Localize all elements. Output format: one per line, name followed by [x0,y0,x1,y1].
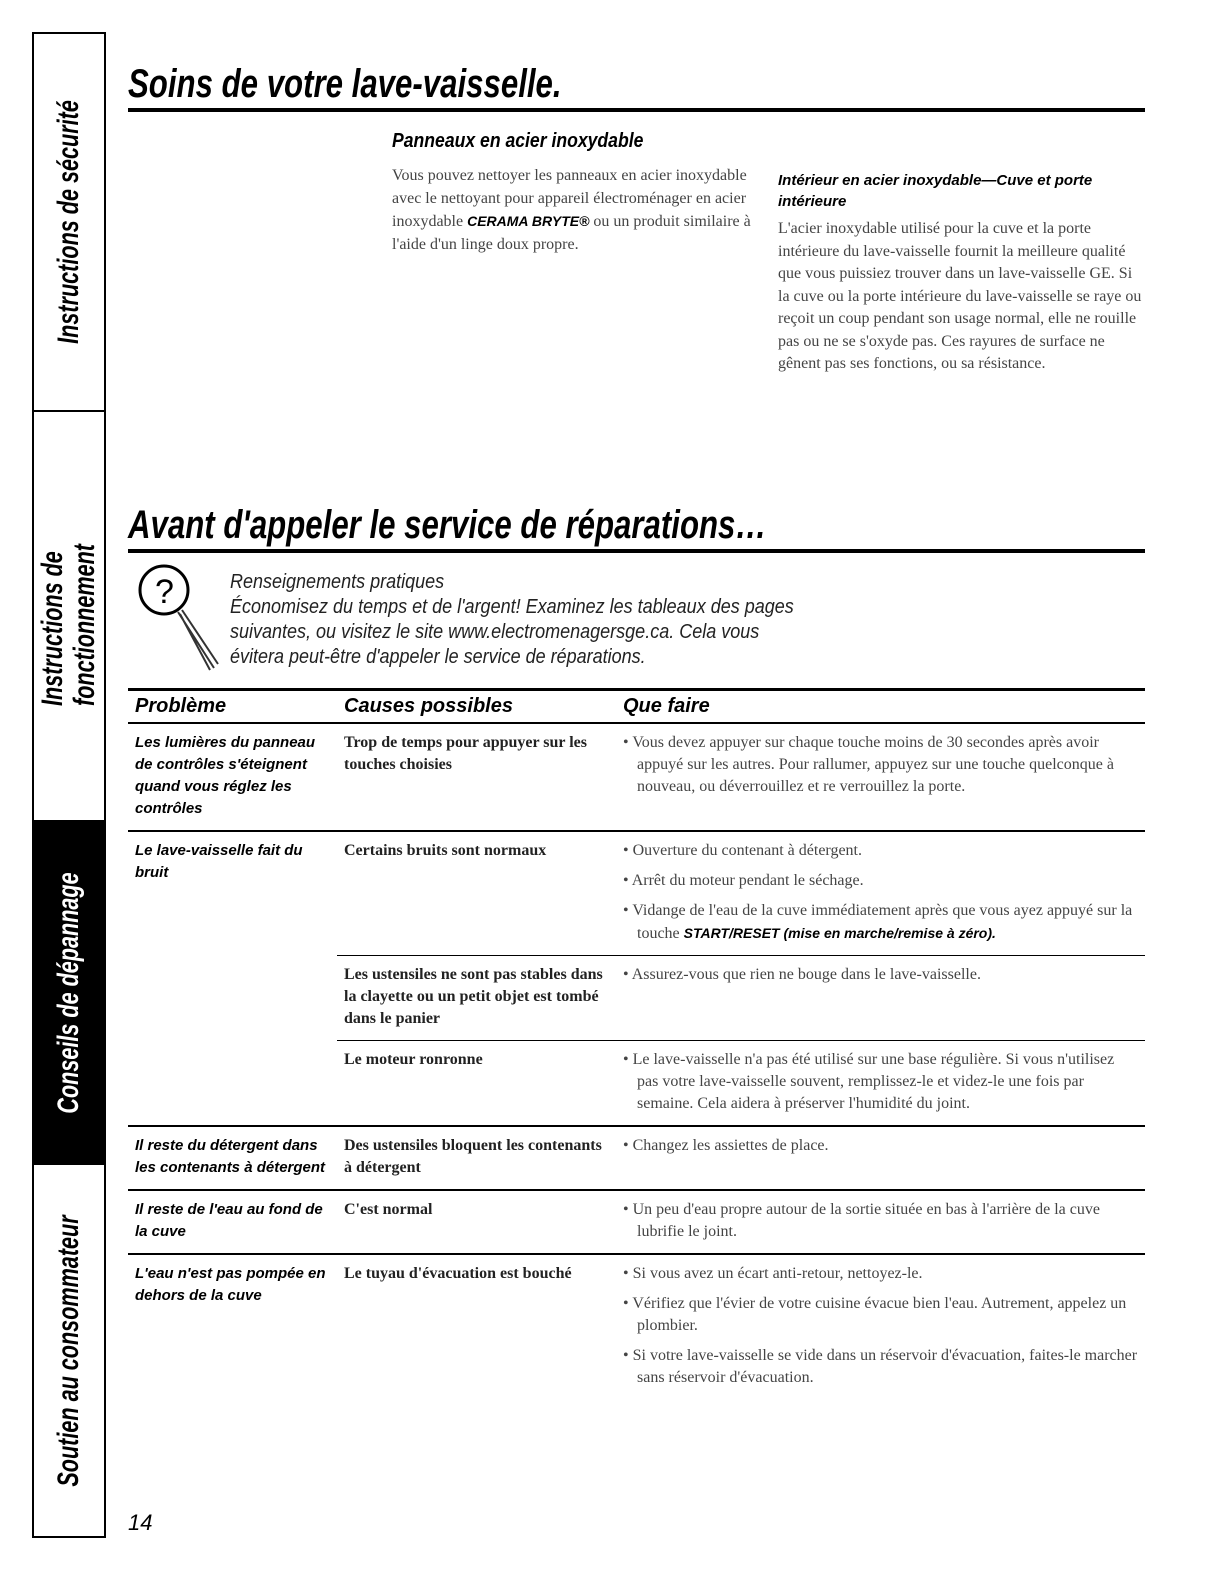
cause: Les ustensiles ne sont pas stables dans la clayette ou un petit objet est tombé dans le panier [337,956,616,1041]
header-problem: Problème [128,690,337,724]
action-text: Si votre lave-vaisselle se vide dans un réservoir d'évacuation, faites-le marcher sans réservoir d'évacuation. [632,1347,1138,1386]
tab-label: Instructions de fonctionnement [36,544,101,706]
cause: Certains bruits sont normaux [337,831,616,956]
tab-consumer-support[interactable] [34,1165,104,1536]
table-row [128,723,1145,831]
problem: Il reste de l'eau au fond de la cuve [128,1190,337,1254]
service-title: Avant d'appeler le service de réparations… [128,503,767,547]
key-name: START/RESET (mise en marche/remise à zéro). [683,925,996,941]
action: • Arrêt du moteur pendant le séchage. [623,872,864,889]
info-line: suivantes, ou visitez le site www.electromenagersge.ca. Cela vous [230,621,760,643]
action-text: Si vous avez un écart anti-retour, nettoyez-le. [632,1265,923,1282]
actions [616,1254,1145,1399]
actions [616,723,1145,831]
interior-heading: Intérieur en acier inoxydable—Cuve et porte intérieure [778,172,1093,210]
table-row [128,831,1145,956]
text: ou un produit similaire à l'aide d'un linge doux propre. [392,213,751,253]
table-row [128,1126,1145,1190]
action: • Si vous avez un écart anti-retour, nettoyez-le. [623,1265,923,1282]
action: • Vous devez appuyer sur chaque touche moins de 30 secondes après avoir appuyé sur les autres. Pour rallumer, appuyez sur une touche quelconque à nouveau, ou déverrouillez et re verrouillez la porte. [623,734,1114,795]
header-causes: Causes possibles [337,690,616,724]
action-text: Vous devez appuyer sur chaque touche moins de 30 secondes après avoir appuyé sur les autres. Pour rallumer, appuyez sur une touche quelconque à nouveau, ou déverrouillez et re verrouillez la porte. [632,734,1114,795]
actions [616,831,1145,956]
info-line: évitera peut-être d'appeler le service de réparations. [230,646,646,668]
action: • Le lave-vaisselle n'a pas été utilisé sur une base régulière. Si vous n'utilisez pas votre lave-vaisselle souvent, remplissez-le et videz-le une fois par semaine. Cela aidera à préserver l'humidité du joint. [623,1051,1115,1112]
problem: Les lumières du panneau de contrôles s'éteignent quand vous réglez les contrôles [135,734,316,817]
section-sidebar [32,32,106,1538]
action-text: Vidange de l'eau de la cuve immédiatement après que vous ayez appuyé sur la touche [632,902,1133,942]
action: • Changez les assiettes de place. [623,1137,829,1154]
divider [128,549,1145,553]
actions [616,1190,1145,1254]
interior-text: L'acier inoxydable utilisé pour la cuve et la porte intérieure du lave-vaisselle fournit la meilleure qualité que vous puissiez trouver dans un lave-vaisselle GE. Si la cuve ou la porte intérieure du lave-vaisselle se raye ou reçoit un coup pendant son usage normal, elle ne rouille pas ou ne se s'oxyde pas. Ces rayures de surface ne gênent pas ses fonctions, ou sa résistance. [778,220,1142,372]
cause: Des ustensiles bloquent les contenants à détergent [337,1126,616,1190]
action-text: Arrêt du moteur pendant le séchage. [631,872,864,889]
panels-section [392,130,762,256]
problem: Il reste du détergent dans les contenants à détergent [128,1126,337,1190]
info-title: Renseignements pratiques [230,571,445,593]
action: • Vidange de l'eau de la cuve immédiatement après que vous ayez appuyé sur la touche START/RESET (mise en marche/remise à zéro). [623,902,1133,942]
cause: Le moteur ronronne [337,1041,616,1127]
action-text: Assurez-vous que rien ne bouge dans le lave-vaisselle. [631,966,981,983]
cause: Trop de temps pour appuyer sur les touches choisies [344,734,588,773]
text: Vous pouvez nettoyer les panneaux en acier inoxydable avec le nettoyant pour appareil électroménager en acier inoxydable [392,167,747,230]
brand-name: CERAMA BRYTE® [467,213,590,229]
problem: Le lave-vaisselle fait du bruit [128,831,337,1126]
table-header [128,690,1145,724]
panels-heading: Panneaux en acier inoxydable [392,130,644,152]
table-row [128,1254,1145,1399]
panels-text [392,165,752,256]
action-text: Un peu d'eau propre autour de la sortie située en bas à l'arrière de la cuve lubrifie le joint. [632,1201,1100,1240]
svg-text:?: ? [155,573,174,611]
interior-section [778,170,1143,376]
actions [616,1126,1145,1190]
action-text: Le lave-vaisselle n'a pas été utilisé sur une base régulière. Si vous n'utilisez pas votre lave-vaisselle souvent, remplissez-le et videz-le une fois par semaine. Cela aidera à préserver l'humidité du joint. [632,1051,1115,1112]
action: • Si votre lave-vaisselle se vide dans un réservoir d'évacuation, faites-le marcher sans réservoir d'évacuation. [623,1347,1138,1386]
action: • Vérifiez que l'évier de votre cuisine évacue bien l'eau. Autrement, appelez un plombier. [623,1295,1127,1334]
tab-safety[interactable] [34,34,104,412]
care-title: Soins de votre lave-vaisselle. [128,62,562,106]
header-what-to-do: Que faire [616,690,1145,724]
tab-label: Instructions de sécurité [52,100,85,344]
magnifier-question-icon [134,560,224,680]
page-number: 14 [128,1510,153,1535]
divider [128,108,1145,112]
tab-troubleshooting[interactable] [34,822,104,1165]
info-line: Économisez du temps et de l'argent! Examinez les tableaux des pages [230,596,794,618]
tab-label: Soutien au consommateur [52,1214,85,1487]
cause: C'est normal [337,1190,616,1254]
action-text: Vérifiez que l'évier de votre cuisine évacue bien l'eau. Autrement, appelez un plombier. [632,1295,1127,1334]
action-text: Changez les assiettes de place. [632,1137,829,1154]
actions [616,1041,1145,1127]
cause: Le tuyau d'évacuation est bouché [337,1254,616,1399]
troubleshooting-table [128,688,1145,1399]
action: • Assurez-vous que rien ne bouge dans le lave-vaisselle. [623,966,981,983]
actions [616,956,1145,1041]
action: • Un peu d'eau propre autour de la sortie située en bas à l'arrière de la cuve lubrifie le joint. [623,1201,1100,1240]
table-row [128,1190,1145,1254]
action: • Ouverture du contenant à détergent. [623,842,862,859]
helpful-info [230,570,794,670]
action-text: Ouverture du contenant à détergent. [632,842,862,859]
tab-label: Conseils de dépannage [52,871,85,1114]
tab-operating[interactable] [34,412,104,822]
problem: L'eau n'est pas pompée en dehors de la cuve [128,1254,337,1399]
